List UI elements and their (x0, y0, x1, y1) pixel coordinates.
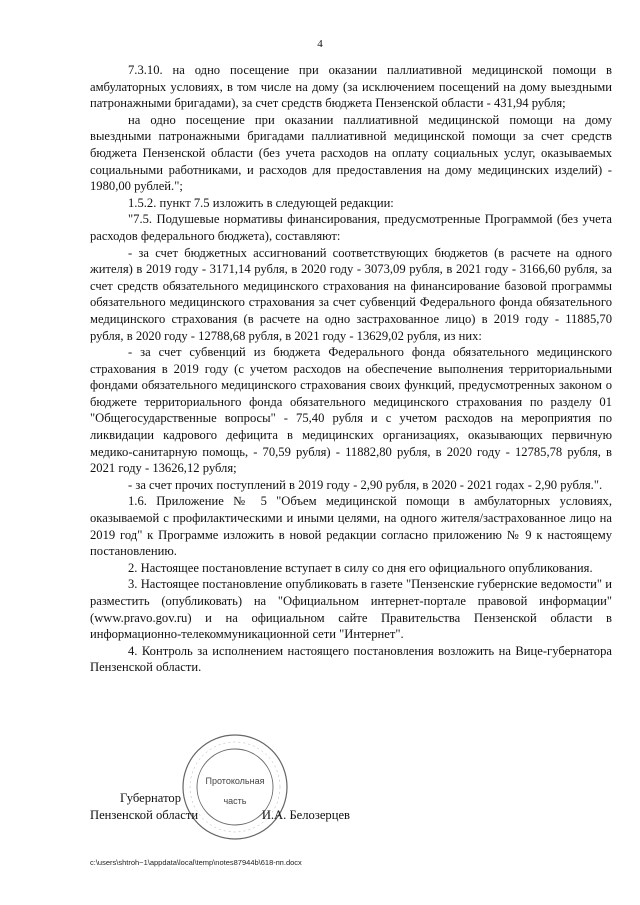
paragraph-home-visits: на одно посещение при оказании паллиативной медицинской помощи на дому выездными патронажными бригадами паллиативной медицинской помощи за счет средств бюджета Пензенской области (без учета расходов на оплату социальных услуг, оказываемых социальными работниками, и расходов для предоставления на дому медицинских изделий) - 1980,00 рублей."; (90, 112, 612, 194)
paragraph-1-5-2: 1.5.2. пункт 7.5 изложить в следующей редакции: (128, 195, 394, 210)
paragraph-other-revenue: - за счет прочих поступлений в 2019 году - 2,90 рубля, в 2020 - 2021 годах - 2,90 рубля.". (128, 477, 603, 492)
page-number: 4 (317, 38, 323, 50)
paragraph-budget-allocations: - за счет бюджетных ассигнований соответствующих бюджетов (в расчете на одного жителя) в 2019 году - 3171,14 рубля, в 2020 году - 3073,09 рубля, в 2021 году - 3166,60 рубля, за счет средств обязательного медицинского страхования на финансирование базовой программы обязательного медицинского страхования за счет субвенций Федерального фонда обязательного медицинского страхования (в расчете на одно застрахованное лицо) в 2019 году - 11885,70 рубля, в 2020 году - 12788,68 рубля, в 2021 году - 13629,02 рубля, из них: (90, 245, 612, 343)
paragraph-2: 2. Настоящее постановление вступает в силу со дня его официального опубликования. (128, 560, 593, 575)
footer-file-path: c:\users\shtroh~1\appdata\local\temp\notes87944b\618-пп.docx (90, 858, 302, 867)
signature-title-line1: Губернатор (120, 791, 181, 805)
stamp-seal-icon (180, 732, 290, 842)
signature-line (90, 807, 350, 824)
signature-block (90, 790, 612, 823)
paragraph-3: 3. Настоящее постановление опубликовать в газете "Пензенские губернские ведомости" и разместить (опубликовать) на "Официальном интернет-портале правовой информации" (www.pravo.gov.ru) и на официальном сайте Правительства Пензенской области в информационно-телекоммуникационной сети "Интернет". (90, 577, 612, 642)
paragraph-4: 4. Контроль за исполнением настоящего постановления возложить на Вице-губернатора Пензенской области. (90, 643, 612, 675)
stamp-text-line2: часть (223, 796, 247, 806)
paragraph-7-5: "7.5. Подушевые нормативы финансирования, предусмотренные Программой (без учета расходов федерального бюджета), составляют: (90, 212, 612, 243)
official-stamp (180, 732, 290, 842)
paragraph-7-3-10: 7.3.10. на одно посещение при оказании паллиативной медицинской помощи в амбулаторных условиях, в том числе на дому (за исключением посещений на дому выездными патронажными бригадами), за счет средств бюджета Пензенской области - 431,94 рубля; (90, 63, 612, 111)
paragraph-1-6: 1.6. Приложение № 5 "Объем медицинской помощи в амбулаторных условиях, оказываемой с профилактическими и иными целями, на одного жителя/застрахованное лицо на 2019 год" к Программе изложить в новой редакции согласно приложению № 9 к настоящему постановлению. (90, 494, 612, 559)
signature-title-line2: Пензенской области (90, 807, 199, 822)
document-body (90, 62, 612, 676)
stamp-text-line1: Протокольная (205, 776, 265, 786)
paragraph-federal-subventions: - за счет субвенций из бюджета Федерального фонда обязательного медицинского страхования в 2019 году (с учетом расходов на обеспечение выполнения территориальными фондами обязательного медицинского страхования своих функций, предусмотренных законом о бюджете территориального фонда обязательного медицинского страхования по разделу 01 "Общегосударственные вопросы" - 75,40 рубля и с учетом расходов на мероприятия по ликвидации кадрового дефицита в медицинских организациях, оказывающих первичную медико-санитарную помощь, - 70,59 рубля) - 11882,80 рубля, в 2020 году - 12785,78 рубля, в 2021 году - 13626,12 рубля; (90, 345, 612, 476)
signature-name: И.А. Белозерцев (261, 807, 350, 822)
